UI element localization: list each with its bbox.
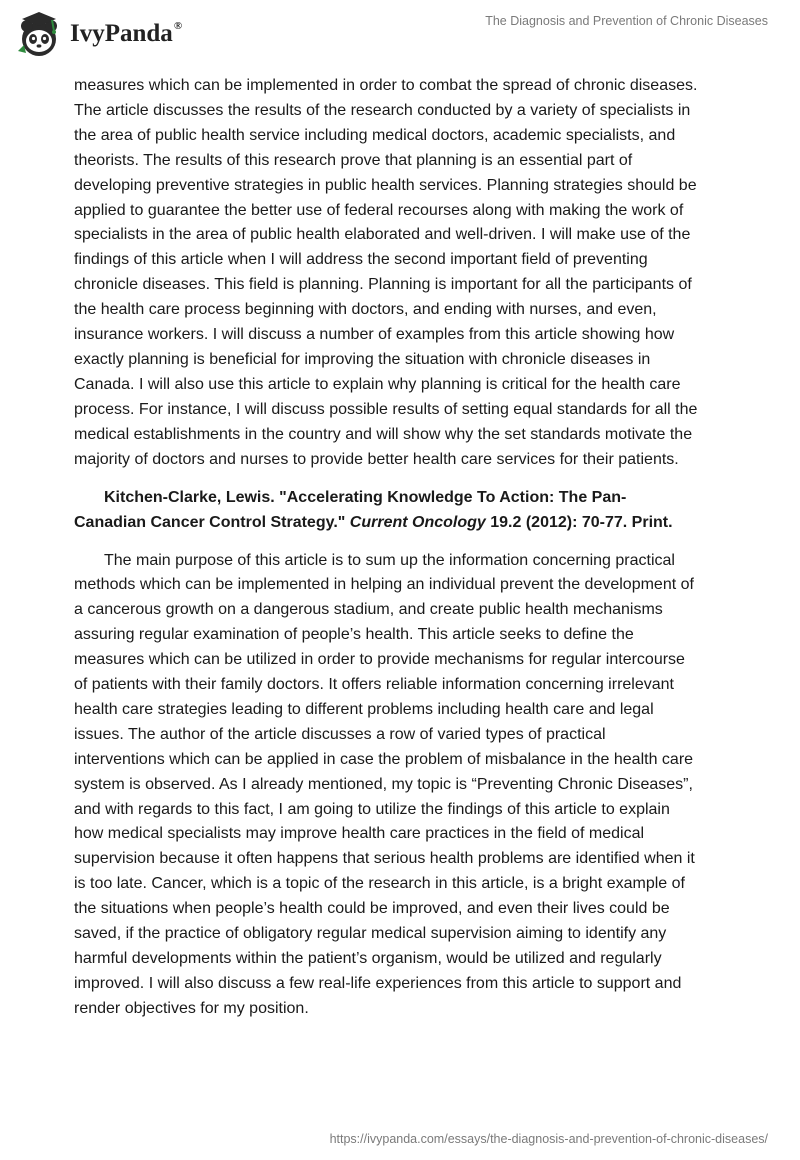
text-line: interventions which can be applied in case the problem of misbalance in the health care — [74, 750, 694, 768]
text-line: and with regards to this fact, I am going to utilize the findings of this article to explain — [74, 800, 670, 818]
text-line: specialists in the area of public health elaborated and well-driven. I will make use of the — [74, 226, 691, 244]
text-line: developing preventive strategies in public health services. Planning strategies should be — [74, 176, 697, 194]
source-url[interactable]: https://ivypanda.com/essays/the-diagnosis-and-prevention-of-chronic-diseases/ — [329, 1132, 768, 1146]
text-line: assuring regular examination of people’s health. This article seeks to define the — [74, 626, 634, 644]
text-line: process. For instance, I will discuss possible results of setting equal standards for all the — [74, 400, 698, 418]
text-line: measures which can be implemented in order to combat the spread of chronic diseases. — [74, 77, 698, 94]
brand-name — [70, 20, 182, 48]
text-line: system is observed. As I already mentioned, my topic is “Preventing Chronic Diseases”, — [74, 775, 693, 793]
text-line: health care strategies leading to different problems including health care and legal — [74, 700, 654, 718]
text-line: the area of public health service including medical doctors, academic specialists, and — [74, 126, 676, 144]
text-line: The article discusses the results of the research conducted by a variety of specialists in — [74, 101, 691, 119]
text-line: a cancerous growth on a dangerous stadium, and create public health mechanisms — [74, 601, 663, 619]
text-line: supervision because it often happens that serious health problems are identified when it — [74, 850, 695, 868]
citation-title-end: Canadian Cancer Control Strategy." — [74, 513, 350, 531]
text-line: the situations when people’s health could be improved, and even their lives could be — [74, 900, 670, 918]
text-line: issues. The author of the article discusses a row of varied types of practical — [74, 725, 606, 743]
text-line: how medical specialists may improve health care practices in the field of medical — [74, 825, 645, 843]
brand-text: IvyPanda — [70, 20, 173, 47]
citation-details: 19.2 (2012): 70-77. Print. — [485, 513, 673, 531]
text-line: chronicle diseases. This field is planning. Planning is important for all the participants of — [74, 276, 692, 294]
essay-body — [74, 74, 734, 1022]
text-line: medical establishments in the country and will show why the set standards motivate the — [74, 425, 693, 443]
citation-line-2 — [74, 510, 734, 535]
text-line: theorists. The results of this research prove that planning is an essential part of — [74, 151, 633, 169]
text-line: majority of doctors and nurses to provide better health care services for their patients. — [74, 450, 679, 468]
reference-citation — [74, 485, 734, 535]
text-line: The main purpose of this article is to sum up the information concerning practical — [104, 551, 675, 569]
text-line: the health care process beginning with doctors, and ending with nurses, and even, — [74, 301, 657, 319]
site-logo[interactable] — [14, 9, 182, 59]
text-line: exactly planning is beneficial for improving the situation with chronicle diseases in — [74, 350, 651, 368]
text-line: methods which can be implemented in helping an individual prevent the development of — [74, 576, 694, 594]
text-line: is too late. Cancer, which is a topic of the research in this article, is a bright example of — [74, 875, 685, 893]
journal-name: Current Oncology — [349, 513, 486, 531]
text-line: improved. I will also discuss a few real-life experiences from this article to support and — [74, 974, 682, 992]
text-line: of patients with their family doctors. It offers reliable information concerning irrelevant — [74, 676, 674, 694]
panda-graduation-cap-icon — [14, 9, 64, 59]
text-line: render objectives for my position. — [74, 999, 309, 1017]
text-line: saved, if the practice of obligatory regular medical supervision aiming to identify any — [74, 925, 667, 943]
registered-mark: ® — [173, 20, 183, 32]
text-line: measures which can be utilized in order to provide mechanisms for regular intercourse — [74, 651, 685, 669]
text-line: harmful developments within the patient’s organism, would be utilized and regularly — [74, 950, 662, 967]
document-title: The Diagnosis and Prevention of Chronic Diseases — [485, 14, 768, 28]
citation-line-1: Kitchen-Clarke, Lewis. "Accelerating Knowledge To Action: The Pan- — [104, 488, 627, 506]
text-line: applied to guarantee the better use of federal recourses along with making the work of — [74, 201, 684, 219]
paragraph-1 — [74, 74, 734, 473]
text-line: Canada. I will also use this article to explain why planning is critical for the health care — [74, 375, 681, 393]
text-line: insurance workers. I will discuss a number of examples from this article showing how — [74, 326, 675, 344]
text-line: findings of this article when I will address the second important field of preventing — [74, 251, 648, 269]
paragraph-2 — [74, 549, 734, 1022]
